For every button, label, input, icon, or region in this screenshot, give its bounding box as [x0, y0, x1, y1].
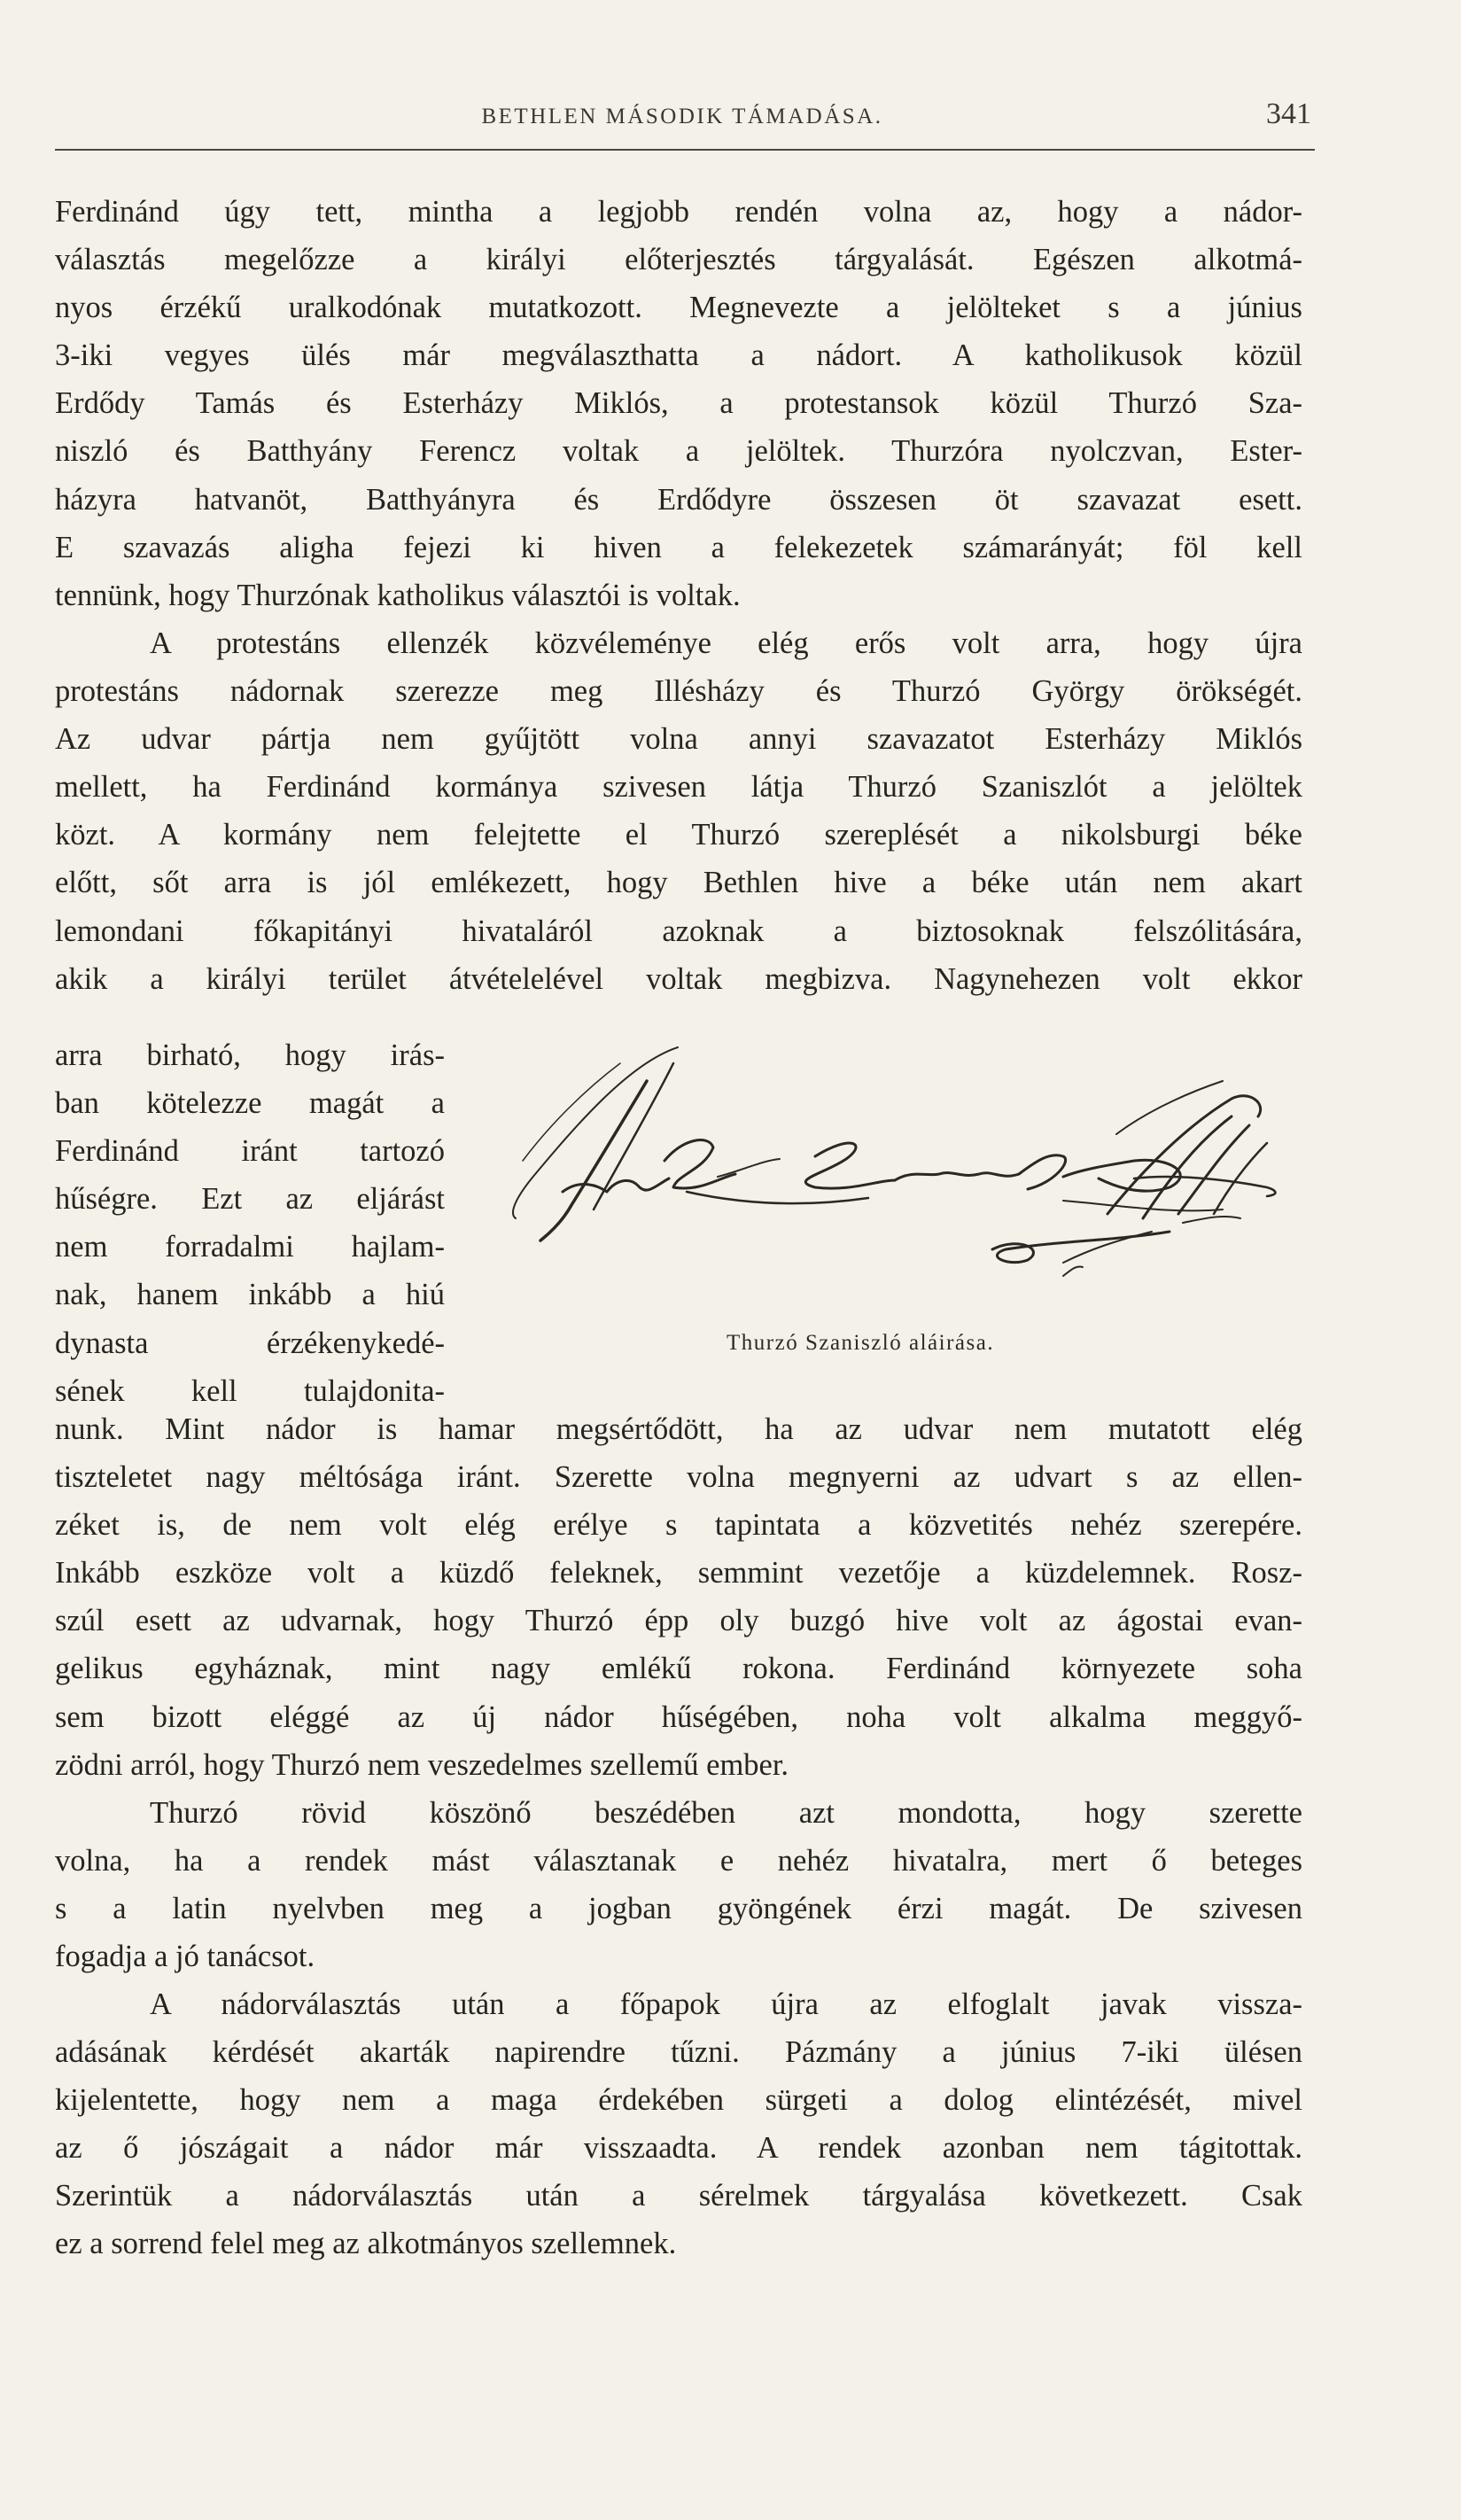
- text-line: Az udvar pártja nem gyűjtött volna annyi szavazatot Esterházy Miklós: [55, 722, 1302, 757]
- page-number: 341: [1266, 97, 1311, 130]
- text-line: Szerintük a nádorválasztás után a sérelmek tárgyalása következett. Csak: [55, 2179, 1302, 2213]
- text-line: Erdődy Tamás és Esterházy Miklós, a protestansok közül Thurzó Sza-: [55, 386, 1302, 421]
- text-line: arra birható, hogy irás-: [55, 1038, 445, 1072]
- text-line: az ő jószágait a nádor már visszaadta. A rendek azonban nem tágitottak.: [55, 2131, 1302, 2166]
- running-title: BETHLEN MÁSODIK TÁMADÁSA.: [481, 105, 883, 128]
- paragraph-5: [55, 1980, 1302, 2268]
- text-line: tiszteletet nagy méltósága iránt. Szerette volna megnyerni az udvart s az ellen-: [55, 1460, 1302, 1495]
- paragraph-4: [55, 1789, 1302, 1980]
- text-line: nunk. Mint nádor is hamar megsértődött, ha az udvar nem mutatott elég: [55, 1412, 1302, 1446]
- text-line: lemondani főkapitányi hivataláról azoknak a biztosoknak felszólitására,: [55, 914, 1302, 948]
- text-line: dynasta érzékenykedé-: [55, 1326, 445, 1360]
- text-line: 3-iki vegyes ülés már megválaszthatta a nádort. A katholikusok közül: [55, 338, 1302, 373]
- text-line: akik a királyi terület átvételelével voltak megbizva. Nagynehezen volt ekkor: [55, 961, 1302, 996]
- text-line: s a latin nyelvben meg a jogban gyöngének érzi magát. De szivesen: [55, 1892, 1302, 1926]
- text-line: adásának kérdését akarták napirendre tűzni. Pázmány a június 7-iki ülésen: [55, 2035, 1302, 2070]
- text-line: előtt, sőt arra is jól emlékezett, hogy Bethlen hive a béke után nem akart: [55, 866, 1302, 900]
- text-line: fogadja a jó tanácsot.: [55, 1940, 315, 1974]
- text-line: Inkább eszköze volt a küzdő feleknek, semmint vezetője a küzdelemnek. Rosz-: [55, 1556, 1302, 1591]
- text-line: E szavazás aligha fejezi ki hiven a felekezetek számarányát; föl kell: [55, 530, 1302, 564]
- text-line: A nádorválasztás után a főpapok újra az elfoglalt javak vissza-: [150, 1987, 1302, 2021]
- text-line: szúl esett az udvarnak, hogy Thurzó épp oly buzgó hive volt az ágostai evan-: [55, 1604, 1302, 1638]
- text-line: nyos érzékű uralkodónak mutatkozott. Megnevezte a jelölteket s a június: [55, 291, 1302, 325]
- paragraph-3: [55, 1405, 1302, 1789]
- text-line: mellett, ha Ferdinánd kormánya szivesen látja Thurzó Szaniszlót a jelöltek: [55, 770, 1302, 805]
- text-line: kijelentette, hogy nem a maga érdekében sürgeti a dolog elintézését, mivel: [55, 2083, 1302, 2118]
- text-line: ez a sorrend felel meg az alkotmányos szellemnek.: [55, 2227, 677, 2261]
- text-line: niszló és Batthyány Ferencz voltak a jelöltek. Thurzóra nyolczvan, Ester-: [55, 434, 1302, 469]
- wrapped-text-column: [55, 1031, 445, 1415]
- text-line: zéket is, de nem volt elég erélye s tapintata a közvetités nehéz szerepére.: [55, 1508, 1302, 1543]
- text-line: protestáns nádornak szerezze meg Illésházy és Thurzó György örökségét.: [55, 674, 1302, 709]
- text-line: hűségre. Ezt az eljárást: [55, 1182, 445, 1217]
- text-line: sem bizott eléggé az új nádor hűségében, noha volt alkalma meggyő-: [55, 1699, 1302, 1734]
- header-rule: [55, 149, 1315, 151]
- text-line: zödni arról, hogy Thurzó nem veszedelmes szellemű ember.: [55, 1747, 789, 1782]
- text-line: választás megelőzze a királyi előterjesztés tárgyalását. Egészen alkotmá-: [55, 243, 1302, 277]
- text-line: Ferdinánd iránt tartozó: [55, 1134, 445, 1169]
- text-line: A protestáns ellenzék közvéleménye elég erős volt arra, hogy újra: [150, 626, 1302, 660]
- text-line: nak, hanem inkább a hiú: [55, 1278, 445, 1312]
- text-line: Ferdinánd úgy tett, mintha a legjobb rendén volna az, hogy a nádor-: [55, 195, 1302, 229]
- text-line: Thurzó rövid köszönő beszédében azt mondotta, hogy szerette: [150, 1796, 1302, 1830]
- text-line: nem forradalmi hajlam-: [55, 1230, 445, 1264]
- paragraph-2: [55, 619, 1302, 1003]
- text-line: tennünk, hogy Thurzónak katholikus választói is voltak.: [55, 578, 741, 612]
- text-line: házyra hatvanöt, Batthyányra és Erdődyre összesen öt szavazat esett.: [55, 482, 1302, 517]
- text-line: közt. A kormány nem felejtette el Thurzó szereplését a nikolsburgi béke: [55, 818, 1302, 852]
- running-header: [53, 97, 1311, 142]
- signature-image: [496, 1028, 1294, 1338]
- text-line: gelikus egyháznak, mint nagy emlékű rokona. Ferdinánd környezete soha: [55, 1652, 1302, 1686]
- paragraph-1: [55, 188, 1302, 619]
- text-line: sének kell tulajdonita-: [55, 1373, 445, 1408]
- figure-caption: Thurzó Szaniszló aláirása.: [727, 1331, 995, 1355]
- text-line: volna, ha a rendek mást választanak e nehéz hivatalra, mert ő beteges: [55, 1844, 1302, 1878]
- text-line: ban kötelezze magát a: [55, 1086, 445, 1121]
